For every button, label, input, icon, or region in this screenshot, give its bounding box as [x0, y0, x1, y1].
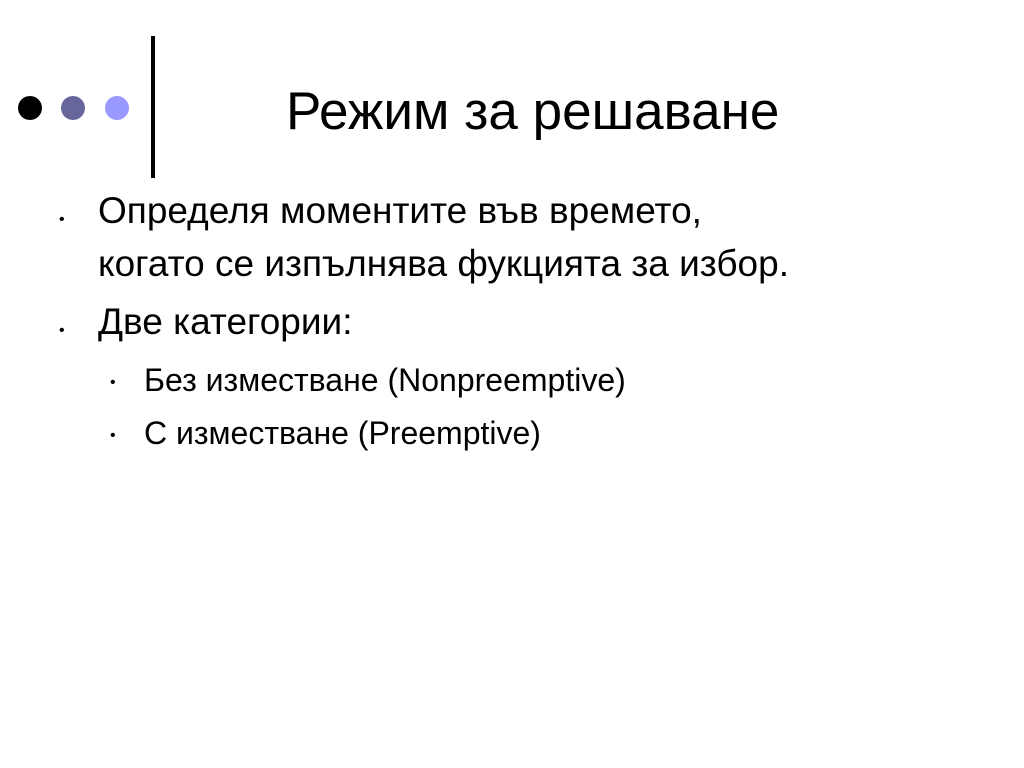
bullet-item-line: когато се изпълнява фукцията за избор.: [98, 243, 789, 284]
decor-dot-lavender-icon: [105, 96, 129, 120]
slide-title: Режим за решаване: [286, 82, 780, 141]
bullet-dot-icon: •: [59, 211, 65, 228]
bullet-dot-icon: •: [59, 322, 65, 339]
sub-bullet-item-line: Без изместване (Nonpreemptive): [144, 362, 626, 398]
decor-vertical-divider: [151, 36, 155, 178]
decor-dot-black-icon: [18, 96, 42, 120]
bullet-item-line: Две категории:: [98, 301, 353, 342]
bullet-dot-icon: •: [110, 427, 116, 444]
bullet-item-line: Определя моментите във времето,: [98, 190, 702, 231]
bullet-dot-icon: •: [110, 374, 116, 391]
decor-dot-slate-icon: [61, 96, 85, 120]
sub-bullet-item-line: С изместване (Preemptive): [144, 415, 541, 451]
